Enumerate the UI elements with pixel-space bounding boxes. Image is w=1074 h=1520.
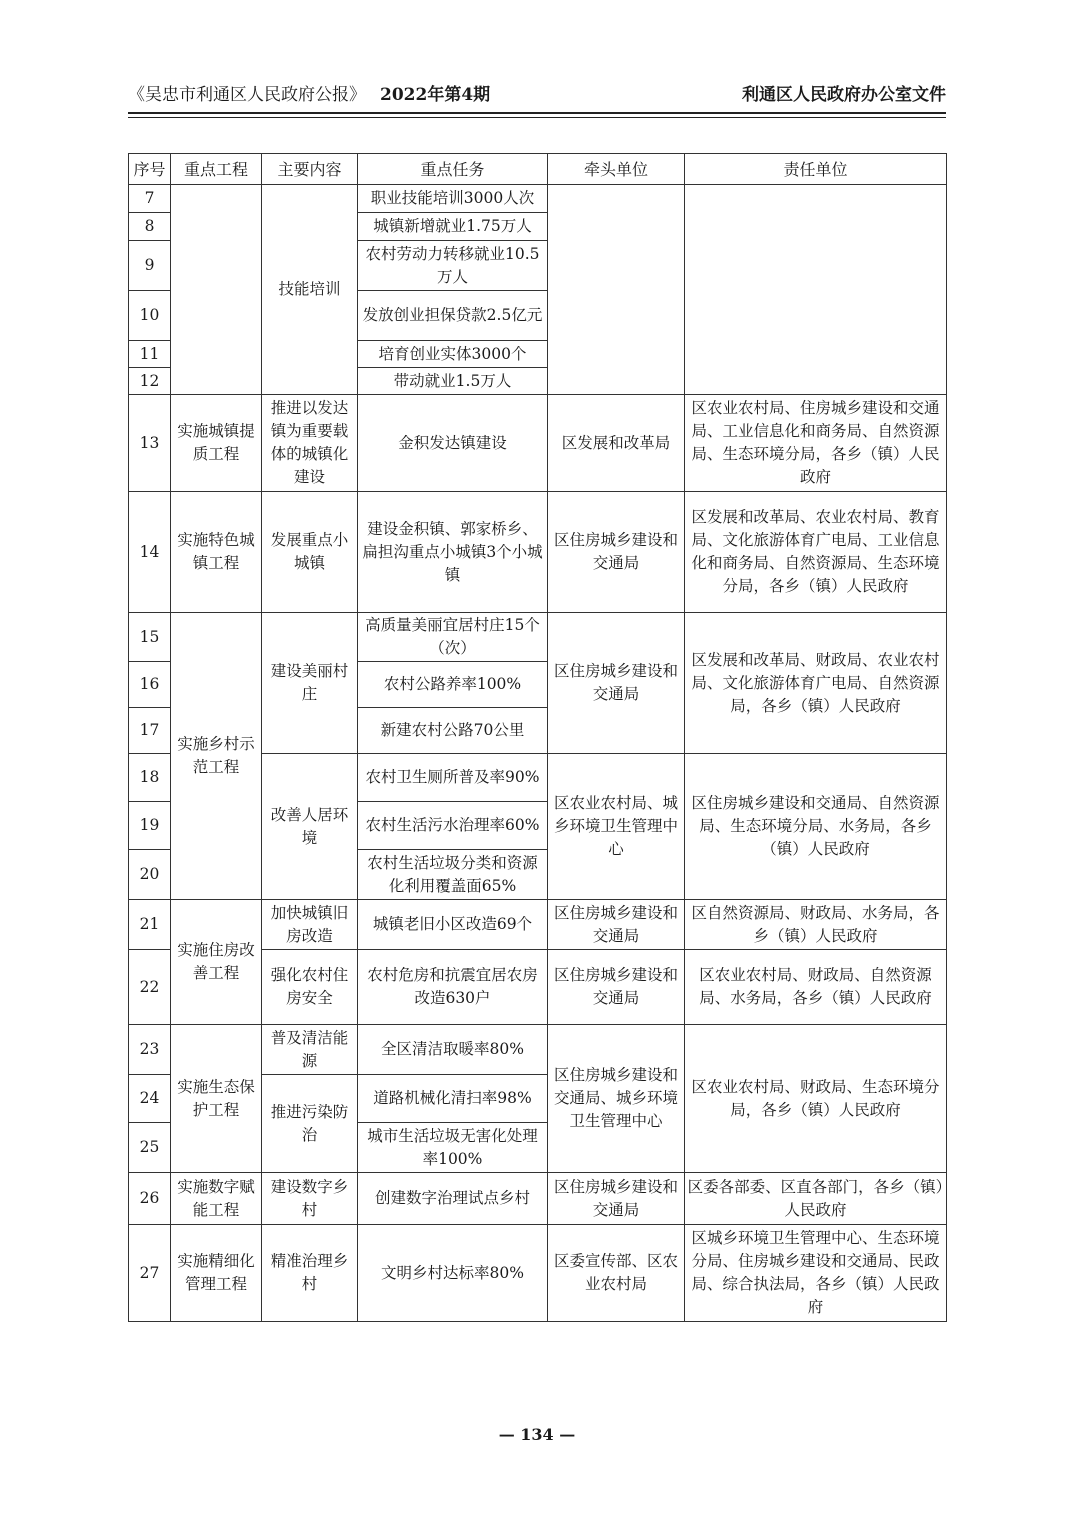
row-content: 推进污染防治 [262, 1075, 358, 1173]
row-task: 道路机械化清扫率98% [358, 1075, 548, 1123]
row-project: 实施住房改善工程 [171, 900, 262, 1025]
row-resp: 区发展和改革局、农业农村局、教育局、文化旅游体育广电局、工业信息化和商务局、自然资源局、生态环境分局，各乡（镇）人民政府 [685, 492, 947, 613]
row-task: 带动就业1.5万人 [358, 368, 548, 395]
row-task: 文明乡村达标率80% [358, 1225, 548, 1322]
office-title: 利通区人民政府办公室文件 [742, 85, 946, 105]
row-lead [548, 185, 685, 395]
row-no: 19 [129, 802, 171, 850]
row-no: 7 [129, 185, 171, 213]
table-row [129, 395, 947, 492]
row-resp: 区委各部委、区直各部门，各乡（镇）人民政府 [685, 1173, 947, 1225]
row-no: 24 [129, 1075, 171, 1123]
row-content: 发展重点小城镇 [262, 492, 358, 613]
row-no: 20 [129, 850, 171, 900]
row-no: 14 [129, 492, 171, 613]
row-task: 农村公路养率100% [358, 662, 548, 708]
row-content: 精准治理乡村 [262, 1225, 358, 1322]
page-header [128, 78, 946, 106]
row-task: 农村危房和抗震宜居农房改造630户 [358, 950, 548, 1025]
row-task: 创建数字治理试点乡村 [358, 1173, 548, 1225]
row-task: 农村劳动力转移就业10.5万人 [358, 241, 548, 291]
col-header-lead: 牵头单位 [548, 154, 685, 185]
table-header-row [129, 154, 947, 185]
page-number: — 134 — [498, 1425, 576, 1444]
row-no: 11 [129, 341, 171, 368]
row-resp: 区农业农村局、住房城乡建设和交通局、工业信息化和商务局、自然资源局、生态环境分局，各乡（镇）人民政府 [685, 395, 947, 492]
col-header-task: 重点任务 [358, 154, 548, 185]
table-row [129, 1173, 947, 1225]
row-no: 18 [129, 754, 171, 802]
row-no: 16 [129, 662, 171, 708]
row-no: 8 [129, 213, 171, 241]
table-row [129, 185, 947, 213]
row-lead: 区住房城乡建设和交通局 [548, 900, 685, 950]
row-lead: 区住房城乡建设和交通局 [548, 492, 685, 613]
row-project: 实施精细化管理工程 [171, 1225, 262, 1322]
row-resp: 区农业农村局、财政局、自然资源局、水务局，各乡（镇）人民政府 [685, 950, 947, 1025]
row-task: 农村卫生厕所普及率90% [358, 754, 548, 802]
row-task: 职业技能培训3000人次 [358, 185, 548, 213]
row-lead: 区委宣传部、区农业农村局 [548, 1225, 685, 1322]
row-project: 实施特色城镇工程 [171, 492, 262, 613]
row-lead: 区住房城乡建设和交通局 [548, 950, 685, 1025]
row-lead: 区住房城乡建设和交通局 [548, 1173, 685, 1225]
row-no: 25 [129, 1123, 171, 1173]
row-no: 17 [129, 708, 171, 754]
table-row [129, 613, 947, 662]
row-no: 23 [129, 1025, 171, 1075]
row-content: 技能培训 [262, 185, 358, 395]
col-header-project: 重点工程 [171, 154, 262, 185]
row-project: 实施乡村示范工程 [171, 613, 262, 900]
row-lead: 区农业农村局、城乡环境卫生管理中心 [548, 754, 685, 900]
row-task: 高质量美丽宜居村庄15个（次） [358, 613, 548, 662]
row-content: 建设美丽村庄 [262, 613, 358, 754]
row-content: 推进以发达镇为重要载体的城镇化建设 [262, 395, 358, 492]
row-no: 27 [129, 1225, 171, 1322]
row-task: 发放创业担保贷款2.5亿元 [358, 291, 548, 341]
table-row [129, 492, 947, 613]
col-header-content: 主要内容 [262, 154, 358, 185]
row-task: 城镇新增就业1.75万人 [358, 213, 548, 241]
key-projects-table [128, 153, 947, 1322]
row-task: 建设金积镇、郭家桥乡、扁担沟重点小城镇3个小城镇 [358, 492, 548, 613]
row-task: 全区清洁取暖率80% [358, 1025, 548, 1075]
row-task: 培育创业实体3000个 [358, 341, 548, 368]
row-project: 实施城镇提质工程 [171, 395, 262, 492]
row-resp [685, 185, 947, 395]
row-resp: 区农业农村局、财政局、生态环境分局，各乡（镇）人民政府 [685, 1025, 947, 1173]
row-task: 农村生活垃圾分类和资源化利用覆盖面65% [358, 850, 548, 900]
issue-number: 2022年第4期 [380, 85, 491, 105]
row-content: 加快城镇旧房改造 [262, 900, 358, 950]
table-row [129, 1225, 947, 1322]
row-task: 城镇老旧小区改造69个 [358, 900, 548, 950]
row-no: 10 [129, 291, 171, 341]
row-task: 农村生活污水治理率60% [358, 802, 548, 850]
row-no: 12 [129, 368, 171, 395]
row-task: 金积发达镇建设 [358, 395, 548, 492]
header-left [128, 80, 490, 105]
row-no: 21 [129, 900, 171, 950]
header-rule-thick [128, 112, 946, 114]
row-task: 新建农村公路70公里 [358, 708, 548, 754]
row-content: 普及清洁能源 [262, 1025, 358, 1075]
publication-title: 《吴忠市利通区人民政府公报》 [128, 85, 366, 105]
row-resp: 区发展和改革局、财政局、农业农村局、文化旅游体育广电局、自然资源局，各乡（镇）人民政府 [685, 613, 947, 754]
row-lead: 区住房城乡建设和交通局、城乡环境卫生管理中心 [548, 1025, 685, 1173]
row-content: 强化农村住房安全 [262, 950, 358, 1025]
row-content: 改善人居环境 [262, 754, 358, 900]
row-content: 建设数字乡村 [262, 1173, 358, 1225]
row-no: 26 [129, 1173, 171, 1225]
row-project: 实施数字赋能工程 [171, 1173, 262, 1225]
col-header-no: 序号 [129, 154, 171, 185]
row-resp: 区住房城乡建设和交通局、自然资源局、生态环境分局、水务局，各乡（镇）人民政府 [685, 754, 947, 900]
row-resp: 区自然资源局、财政局、水务局，各乡（镇）人民政府 [685, 900, 947, 950]
row-no: 22 [129, 950, 171, 1025]
col-header-resp: 责任单位 [685, 154, 947, 185]
row-project: 实施生态保护工程 [171, 1025, 262, 1173]
row-resp: 区城乡环境卫生管理中心、生态环境分局、住房城乡建设和交通局、民政局、综合执法局，各乡（镇）人民政府 [685, 1225, 947, 1322]
row-no: 15 [129, 613, 171, 662]
table-row [129, 900, 947, 950]
row-project [171, 185, 262, 395]
row-lead: 区发展和改革局 [548, 395, 685, 492]
table-row [129, 1025, 947, 1075]
row-no: 9 [129, 241, 171, 291]
row-task: 城市生活垃圾无害化处理率100% [358, 1123, 548, 1173]
row-no: 13 [129, 395, 171, 492]
header-rule-thin [128, 117, 946, 118]
row-lead: 区住房城乡建设和交通局 [548, 613, 685, 754]
